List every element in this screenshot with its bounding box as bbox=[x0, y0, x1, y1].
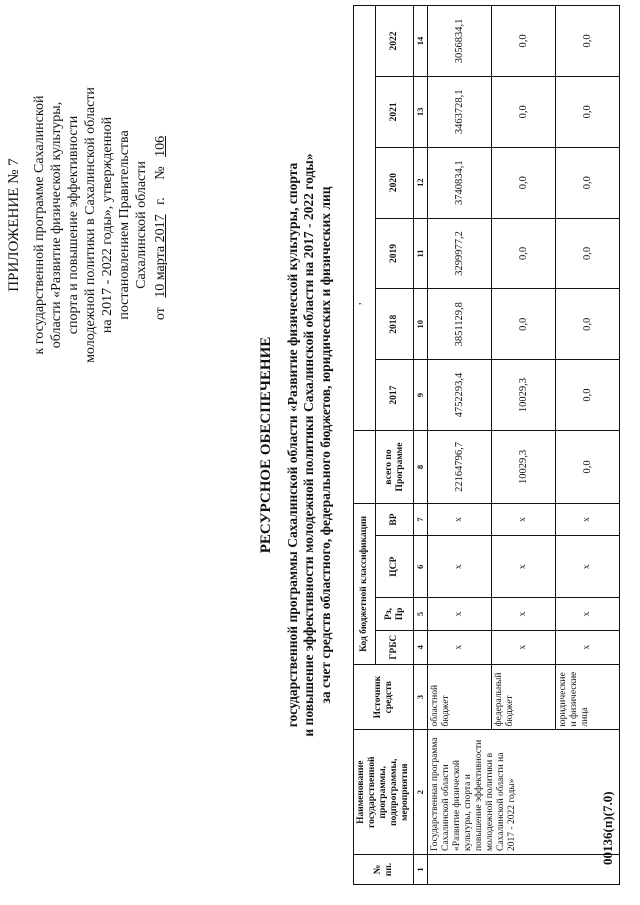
col-num: 6 bbox=[414, 536, 428, 598]
header-2022: 2022 bbox=[376, 6, 414, 77]
value-2017-cell: 0,0 bbox=[556, 360, 620, 431]
csr-cell: x bbox=[492, 536, 556, 598]
col-num: 8 bbox=[414, 430, 428, 503]
vr-cell: x bbox=[556, 503, 620, 535]
rzpr-cell: x bbox=[428, 598, 492, 630]
col-num: 5 bbox=[414, 598, 428, 630]
vr-cell: x bbox=[492, 503, 556, 535]
column-number-row bbox=[414, 6, 428, 885]
csr-cell: x bbox=[556, 536, 620, 598]
col-num: 1 bbox=[414, 854, 428, 884]
header-num: № пп. bbox=[354, 854, 414, 884]
col-num: 3 bbox=[414, 664, 428, 730]
value-2017-cell: 4752293,4 bbox=[428, 360, 492, 431]
appendix-line: спорта и повышение эффективности bbox=[66, 115, 81, 335]
value-2020-cell: 0,0 bbox=[492, 147, 556, 218]
document-heading bbox=[258, 25, 334, 865]
header-budget-code: Код бюджетной классификации bbox=[354, 503, 376, 664]
appendix-line: к государственной программе Сахалинской bbox=[32, 95, 47, 355]
appendix-line: молодежной политики в Сахалинской области bbox=[83, 87, 98, 363]
value-2022-cell: 0,0 bbox=[556, 6, 620, 77]
value-2018-cell: 0,0 bbox=[556, 289, 620, 360]
table-row bbox=[428, 6, 492, 885]
resource-table bbox=[353, 5, 620, 885]
appendix-line: на 2017 - 2022 годы», утвержденной bbox=[100, 116, 115, 334]
header-source: Источник средств bbox=[354, 664, 414, 730]
stray-mark: , bbox=[352, 302, 363, 305]
value-2021-cell: 0,0 bbox=[556, 76, 620, 147]
table-header-row bbox=[354, 6, 376, 885]
value-2019-cell: 0,0 bbox=[492, 218, 556, 289]
header-total-label: всего по Программе bbox=[376, 430, 414, 503]
rzpr-cell: x bbox=[492, 598, 556, 630]
source-cell: федеральный бюджет bbox=[492, 664, 556, 730]
col-num: 14 bbox=[414, 6, 428, 77]
heading-title: РЕСУРСНОЕ ОБЕСПЕЧЕНИЕ bbox=[258, 336, 274, 554]
heading-line: государственной программы Сахалинской области «Развитие физической культуры, спорта bbox=[284, 162, 300, 728]
value-2021-cell: 3463728,1 bbox=[428, 76, 492, 147]
from-label: от bbox=[153, 307, 168, 321]
header-2019: 2019 bbox=[376, 218, 414, 289]
value-2018-cell: 0,0 bbox=[492, 289, 556, 360]
header-rzpr: Рз, Пр bbox=[376, 598, 414, 630]
appendix-line: постановлением Правительства bbox=[117, 130, 132, 320]
header-2021: 2021 bbox=[376, 76, 414, 147]
value-2022-cell: 0,0 bbox=[492, 6, 556, 77]
source-cell: областной бюджет bbox=[428, 664, 492, 730]
col-num: 10 bbox=[414, 289, 428, 360]
value-2021-cell: 0,0 bbox=[492, 76, 556, 147]
header-csr: ЦСР bbox=[376, 536, 414, 598]
header-name: Наименование государственной программы, подпрограммы, мероприятия bbox=[354, 730, 414, 854]
year-suffix: г. bbox=[153, 197, 168, 205]
value-2018-cell: 3851129,8 bbox=[428, 289, 492, 360]
col-num: 12 bbox=[414, 147, 428, 218]
header-total bbox=[354, 430, 376, 503]
value-2022-cell: 3056834,1 bbox=[428, 6, 492, 77]
vr-cell: x bbox=[428, 503, 492, 535]
value-2019-cell: 3299977,2 bbox=[428, 218, 492, 289]
total-cell: 22164796,7 bbox=[428, 430, 492, 503]
total-cell: 10029,3 bbox=[492, 430, 556, 503]
col-num: 2 bbox=[414, 730, 428, 854]
source-cell: юридические и физические лица bbox=[556, 664, 620, 730]
total-cell: 0,0 bbox=[556, 430, 620, 503]
appendix-title: ПРИЛОЖЕНИЕ № 7 bbox=[6, 158, 22, 292]
resolution-number: 106 bbox=[153, 135, 168, 157]
header-2017: 2017 bbox=[376, 360, 414, 431]
value-2019-cell: 0,0 bbox=[556, 218, 620, 289]
heading-line: за счет средств областного, федерального бюджетов, юридических и физических лиц bbox=[317, 186, 333, 704]
footer-code: 00136(п)(7.0) bbox=[600, 791, 615, 865]
appendix-block bbox=[6, 45, 169, 405]
resolution-date-line bbox=[152, 45, 169, 405]
grbs-cell: x bbox=[556, 630, 620, 664]
grbs-cell: x bbox=[492, 630, 556, 664]
value-2020-cell: 0,0 bbox=[556, 147, 620, 218]
value-2020-cell: 3740834,1 bbox=[428, 147, 492, 218]
number-label: № bbox=[153, 166, 168, 180]
csr-cell: x bbox=[428, 536, 492, 598]
col-num: 9 bbox=[414, 360, 428, 431]
heading-line: и повышение эффективности молодежной политики Сахалинской области на 2017 - 2022 годы» bbox=[301, 153, 316, 737]
header-2020: 2020 bbox=[376, 147, 414, 218]
col-num: 11 bbox=[414, 218, 428, 289]
header-grbs: ГРБС bbox=[376, 630, 414, 664]
col-num: 7 bbox=[414, 503, 428, 535]
grbs-cell: x bbox=[428, 630, 492, 664]
appendix-line: области «Развитие физической культуры, bbox=[49, 101, 64, 349]
resolution-date: 10 марта 2017 bbox=[153, 214, 168, 298]
rzpr-cell: x bbox=[556, 598, 620, 630]
header-2018: 2018 bbox=[376, 289, 414, 360]
header-years-group bbox=[354, 6, 376, 431]
program-name-cell: Государственная программа Сахалинской области «Развитие физической культуры, спорта и повышение эффективности молодежной политики в Сахалинской области на 2017 - 2022 годы» bbox=[428, 730, 620, 854]
value-2017-cell: 10029,3 bbox=[492, 360, 556, 431]
col-num: 4 bbox=[414, 630, 428, 664]
row-num-cell bbox=[428, 854, 620, 884]
appendix-line: Сахалинской области bbox=[134, 161, 149, 289]
col-num: 13 bbox=[414, 76, 428, 147]
header-vr: ВР bbox=[376, 503, 414, 535]
